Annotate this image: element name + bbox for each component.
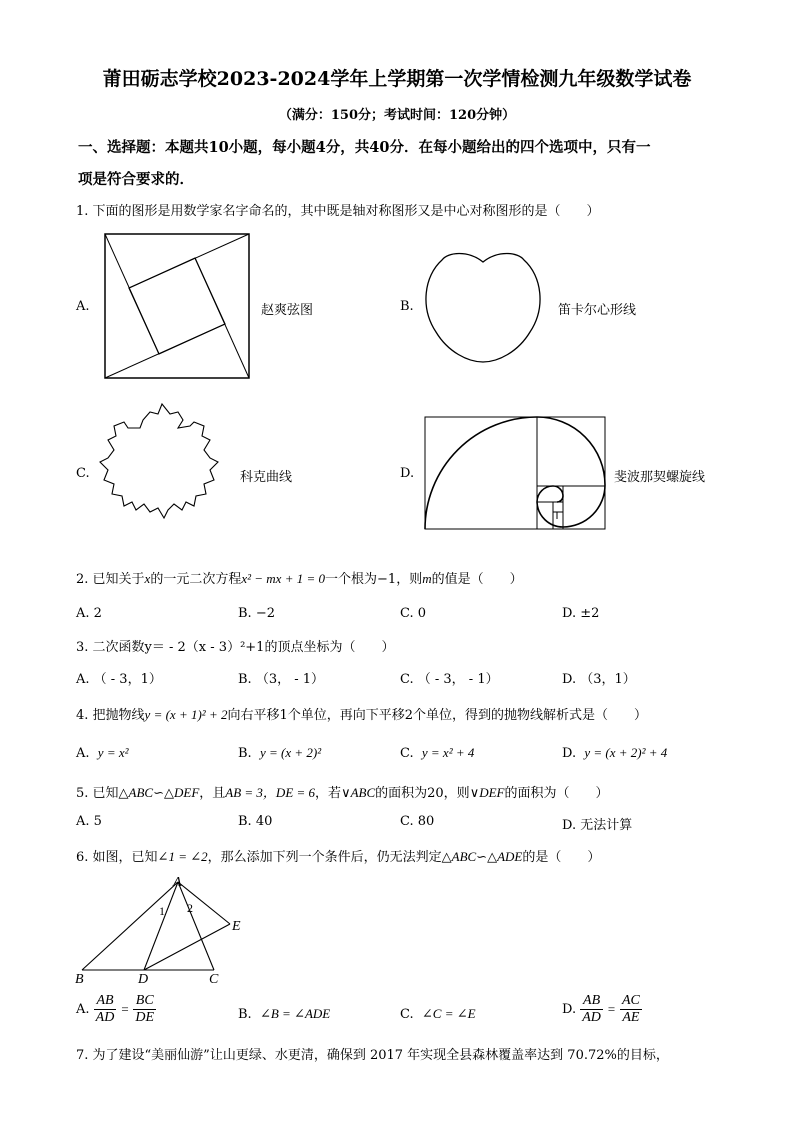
q2-stem-e: 的值是（ ） bbox=[431, 572, 523, 587]
koch-snowflake bbox=[98, 400, 234, 532]
q5-stem-a: 5. 已知 bbox=[76, 786, 119, 801]
q5-option-a: A. 5 bbox=[76, 814, 102, 829]
zhao-shuang-diagram bbox=[104, 233, 250, 379]
q4-option-b: B. y = (x + 2)² bbox=[238, 745, 322, 761]
q1-option-d-caption: 斐波那契螺旋线 bbox=[614, 470, 706, 485]
q5-stem-b: ，且 bbox=[199, 786, 226, 801]
q3-option-b: B. （3， - 1） bbox=[238, 672, 325, 687]
q5-stem-c: ，若 bbox=[315, 786, 342, 801]
q6-option-b: B. ∠B = ∠ADE bbox=[238, 1006, 331, 1022]
q5-condition: AB = 3，DE = 6 bbox=[225, 785, 316, 800]
section-heading-line1: 一、选择题：本题共10小题，每小题4分，共40分．在每小题给出的四个选项中，只有一 bbox=[78, 139, 651, 156]
q2-root: −1 bbox=[377, 572, 397, 587]
angle-label-2: 2 bbox=[187, 901, 193, 915]
q5-triangle-1: ∨ABC bbox=[341, 785, 376, 800]
q4-option-c: C. y = x² + 4 bbox=[400, 745, 475, 761]
q6-stem-b: ，那么添加下列一个条件后，仍无法判定 bbox=[207, 850, 442, 865]
q1-option-b-letter: B. bbox=[400, 299, 414, 314]
question-7-stem: 7. 为了建设“美丽仙游”让山更绿、水更清，确保到 2017 年实现全县森林覆盖率达到 70.72%的目标， bbox=[76, 1048, 669, 1063]
q5-similarity: △ABC∽△DEF bbox=[118, 785, 200, 800]
q2-equation: x² − mx + 1 = 0 bbox=[241, 571, 325, 586]
q5-option-c: C. 80 bbox=[400, 814, 435, 829]
q2-stem-c: 一个根为 bbox=[325, 572, 378, 587]
q4-option-a: A. y = x² bbox=[76, 745, 129, 761]
q2-stem-b: 的一元二次方程 bbox=[150, 572, 242, 587]
question-1-stem: 1. 下面的图形是用数学家名字命名的，其中既是轴对称图形又是中心对称图形的是（ ） bbox=[76, 204, 600, 219]
q5-stem-d: 的面积为20，则 bbox=[375, 786, 470, 801]
q6d-fraction-1: $\frac{AB}{AD}$ bbox=[582, 993, 601, 1025]
q1-option-a-letter: A. bbox=[76, 299, 90, 314]
cardioid-curve bbox=[420, 248, 546, 364]
q2-option-b: B. −2 bbox=[238, 606, 275, 621]
q5-stem-e: 的面积为（ ） bbox=[504, 786, 609, 801]
q3-option-a: A. （ - 3，1） bbox=[76, 672, 162, 687]
q2-stem-d: ，则 bbox=[396, 572, 423, 587]
question-4-stem bbox=[76, 704, 647, 723]
q6a-fraction-1: $\frac{AB}{AD}$ bbox=[95, 993, 115, 1025]
q2-option-c: C. 0 bbox=[400, 606, 427, 621]
vertex-label-e: E bbox=[232, 919, 241, 934]
q6-option-d: D. $\frac{AB}{AD}$ = $\frac{AC}{AE}$ bbox=[562, 993, 640, 1025]
question-2-stem bbox=[76, 568, 523, 587]
vertex-label-a: A bbox=[173, 875, 182, 890]
q6-option-a: A. $\frac{AB}{AD}$ = $\frac{BC}{DE}$ bbox=[76, 993, 155, 1025]
section-heading-line2: 项是符合要求的． bbox=[78, 171, 194, 188]
q6-stem-a: 6. 如图，已知 bbox=[76, 850, 158, 865]
vertex-label-b: B bbox=[75, 972, 84, 987]
q6a-fraction-2: $\frac{BC}{DE}$ bbox=[135, 993, 155, 1025]
angle-label-1: 1 bbox=[159, 904, 165, 918]
q1-option-c-letter: C. bbox=[76, 466, 90, 481]
triangle-figure bbox=[70, 870, 260, 992]
q6-stem-c: 的是（ ） bbox=[522, 850, 601, 865]
exam-subtitle: （满分：150分；考试时间：120分钟） bbox=[278, 108, 516, 123]
question-5-stem bbox=[76, 782, 609, 801]
vertex-label-c: C bbox=[209, 972, 219, 987]
q6-similarity: △ABC∽△ADE bbox=[441, 849, 523, 864]
q1-option-b-caption: 笛卡尔心形线 bbox=[558, 303, 637, 318]
q6d-fraction-2: $\frac{AC}{AE}$ bbox=[621, 993, 640, 1025]
vertex-label-d: D bbox=[138, 972, 149, 987]
q4-stem-b: 向右平移1个单位，再向下平移2个单位，得到的抛物线解析式是（ ） bbox=[227, 708, 648, 723]
q5-triangle-2: ∨DEF bbox=[469, 785, 505, 800]
q2-stem-a: 2. 已知关于 bbox=[76, 572, 145, 587]
exam-title: 莆田砺志学校2023-2024学年上学期第一次学情检测九年级数学试卷 bbox=[102, 68, 692, 90]
q6-option-c: C. ∠C = ∠E bbox=[400, 1006, 476, 1022]
q4-stem-a: 4. 把抛物线 bbox=[76, 708, 145, 723]
q3-option-c: C. （ - 3， - 1） bbox=[400, 672, 499, 687]
question-3-stem: 3. 二次函数y＝ - 2（x - 3）²+1的顶点坐标为（ ） bbox=[76, 640, 395, 655]
q6-angle-condition: ∠1 = ∠2 bbox=[157, 849, 208, 864]
q1-option-d-letter: D. bbox=[400, 466, 415, 481]
fibonacci-spiral bbox=[424, 416, 606, 530]
q4-expr: y = (x + 1)² + 2 bbox=[144, 707, 228, 722]
question-6-stem bbox=[76, 846, 600, 865]
q1-option-a-caption: 赵爽弦图 bbox=[261, 303, 314, 318]
q2-var-m: m bbox=[422, 571, 432, 586]
q5-option-d: D. 无法计算 bbox=[562, 818, 633, 833]
q2-option-a: A. 2 bbox=[76, 606, 102, 621]
q3-option-d: D. （3，1） bbox=[562, 672, 636, 687]
q2-option-d: D. ±2 bbox=[562, 606, 600, 621]
q5-option-b: B. 40 bbox=[238, 814, 273, 829]
q4-option-d: D. y = (x + 2)² + 4 bbox=[562, 745, 668, 761]
q2-var-x: x bbox=[144, 571, 151, 586]
q1-option-c-caption: 科克曲线 bbox=[240, 470, 293, 485]
